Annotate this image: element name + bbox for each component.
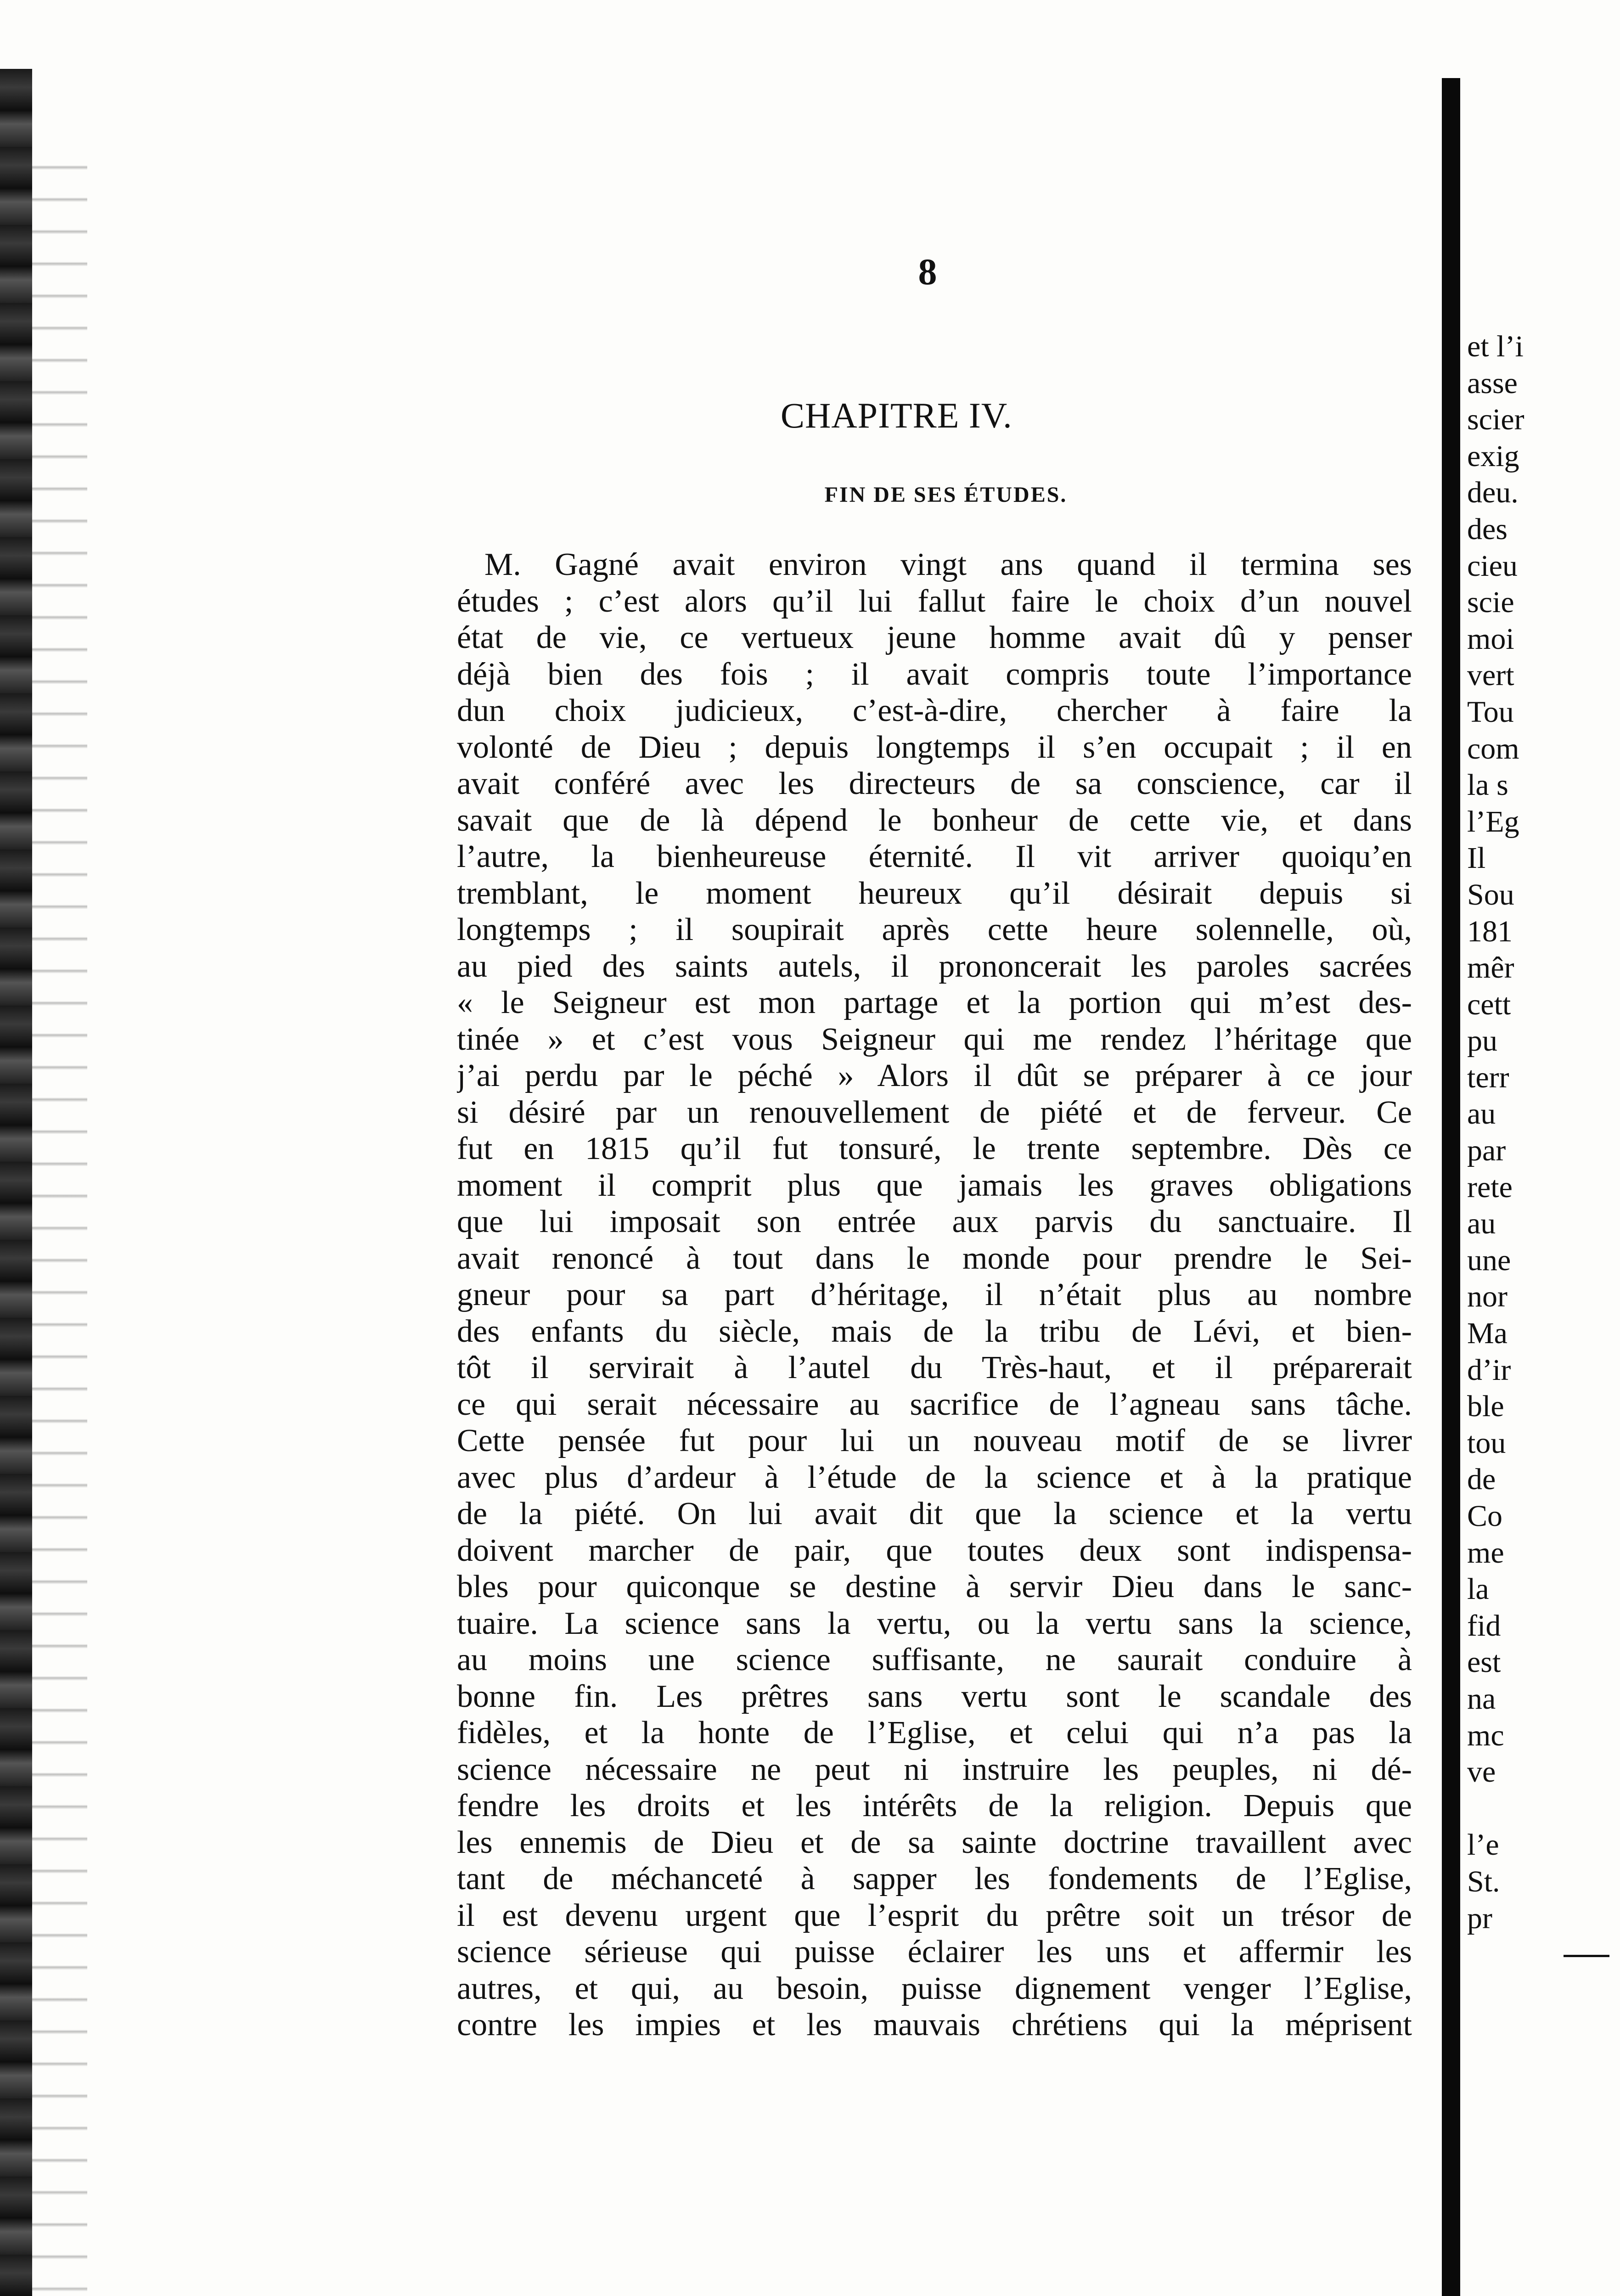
fragment-rule (1467, 1936, 1620, 1973)
chapter-title: CHAPITRE IV. (781, 395, 1012, 435)
fragment-line: deu. (1467, 476, 1519, 510)
body-line: autres, et qui, au besoin, puisse dignement venger l’Eglise, (457, 1970, 1412, 2006)
body-line: dun choix judicieux, c’est-à-dire, chercher à faire la (457, 693, 1412, 728)
body-line: tremblant, le moment heureux qu’il désirait depuis si (457, 875, 1412, 911)
body-line: ce qui serait nécessaire au sacrifice de l’agneau sans tâche. (457, 1386, 1412, 1422)
fragment-line: cieu (1467, 549, 1518, 583)
body-line: moment il comprit plus que jamais les graves obligations (457, 1167, 1412, 1203)
fragment-line: la s (1467, 768, 1508, 802)
fragment-line: au (1467, 1207, 1496, 1241)
body-line: j’ai perdu par le péché » Alors il dût se préparer à ce jour (457, 1058, 1412, 1093)
fragment-line: pu (1467, 1024, 1497, 1058)
body-line: de la piété. On lui avait dit que la science et la vertu (457, 1496, 1412, 1531)
body-line: au moins une science suffisante, ne saurait conduire à (457, 1642, 1412, 1677)
fragment-line: est (1467, 1645, 1501, 1679)
fragment-line: moi (1467, 622, 1514, 656)
fragment-line: ble (1467, 1390, 1504, 1424)
fragment-line: au (1467, 1097, 1496, 1131)
body-line: longtemps ; il soupirait après cette heure solennelle, où, (457, 912, 1412, 947)
fragment-line: des (1467, 512, 1508, 546)
body-line: contre les impies et les mauvais chrétiens qui la méprisent (457, 2007, 1412, 2043)
body-line: M. Gagné avait environ vingt ans quand il termina ses (484, 547, 1412, 582)
scan-gutter-shadow (1442, 78, 1460, 2296)
fragment-line: ve (1467, 1755, 1496, 1789)
body-line: que lui imposait son entrée aux parvis du sanctuaire. Il (457, 1204, 1412, 1239)
body-line: savait que de là dépend le bonheur de cette vie, et dans (457, 802, 1412, 838)
fragment-line: asse (1467, 366, 1518, 400)
fragment-line: la (1467, 1572, 1489, 1606)
fragment-line: de (1467, 1463, 1496, 1497)
body-line: des enfants du siècle, mais de la tribu de Lévi, et bien- (457, 1313, 1412, 1349)
body-line: fut en 1815 qu’il fut tonsuré, le trente septembre. Dès ce (457, 1131, 1412, 1166)
fragment-line: d’ir (1467, 1353, 1511, 1387)
fragment-line: me (1467, 1536, 1504, 1570)
body-line: « le Seigneur est mon partage et la portion qui m’est des- (457, 985, 1412, 1020)
body-line: au pied des saints autels, il prononcerait les paroles sacrées (457, 948, 1412, 984)
fragment-line: Ma (1467, 1317, 1508, 1351)
fragment-line: scier (1467, 403, 1524, 437)
fragment-line: com (1467, 732, 1519, 765)
fragment-line: 181 (1467, 914, 1513, 948)
body-line: déjà bien des fois ; il avait compris toute l’importance (457, 656, 1412, 692)
scan-left-speckle (32, 138, 87, 2296)
body-line: état de vie, ce vertueux jeune homme avait dû y penser (457, 620, 1412, 655)
body-line: gneur pour sa part d’héritage, il n’était plus au nombre (457, 1277, 1412, 1312)
scan-left-edge-shadow (0, 69, 32, 2296)
chapter-subtitle: FIN DE SES ÉTUDES. (824, 483, 1068, 507)
body-line: tôt il servirait à l’autel du Très-haut, et il préparerait (457, 1350, 1412, 1385)
body-line: fendre les droits et les intérêts de la religion. Depuis que (457, 1788, 1412, 1823)
body-line: science nécessaire ne peut ni instruire les peuples, ni dé- (457, 1751, 1412, 1787)
fragment-line: cett (1467, 987, 1511, 1021)
body-line: doivent marcher de pair, que toutes deux sont indispensa- (457, 1532, 1412, 1568)
body-line: avec plus d’ardeur à l’étude de la science et à la pratique (457, 1459, 1412, 1495)
body-line: bles pour quiconque se destine à servir Dieu dans le sanc- (457, 1569, 1412, 1604)
fragment-line: et l’i (1467, 330, 1524, 363)
fragment-line: une (1467, 1243, 1511, 1277)
fragment-line: l’Eg (1467, 805, 1519, 838)
fragment-line: Tou (1467, 695, 1514, 729)
body-line: les ennemis de Dieu et de sa sainte doctrine travaillent avec (457, 1824, 1412, 1860)
fragment-line: tou (1467, 1426, 1506, 1460)
next-page-fragment (1467, 328, 1620, 1973)
fragment-line: na (1467, 1682, 1496, 1716)
fragment-line: mêr (1467, 951, 1514, 985)
body-line: si désiré par un renouvellement de piété et de ferveur. Ce (457, 1094, 1412, 1130)
body-line: tuaire. La science sans la vertu, ou la vertu sans la science, (457, 1605, 1412, 1641)
fragment-line: fid (1467, 1609, 1501, 1643)
fragment-line: vert (1467, 658, 1514, 692)
body-line: bonne fin. Les prêtres sans vertu sont le scandale des (457, 1678, 1412, 1714)
fragment-line: Il (1467, 841, 1486, 875)
body-line: avait conféré avec les directeurs de sa conscience, car il (457, 766, 1412, 801)
body-line: tinée » et c’est vous Seigneur qui me rendez l’héritage que (457, 1021, 1412, 1057)
fragment-line: mc (1467, 1718, 1504, 1752)
page-number: 8 (918, 251, 937, 293)
body-line: il est devenu urgent que l’esprit du prêtre soit un trésor de (457, 1897, 1412, 1933)
fragment-line: Co (1467, 1499, 1503, 1533)
body-line: fidèles, et la honte de l’Eglise, et celui qui n’a pas la (457, 1715, 1412, 1750)
body-line: avait renoncé à tout dans le monde pour prendre le Sei- (457, 1240, 1412, 1276)
body-line: volonté de Dieu ; depuis longtemps il s’en occupait ; il en (457, 729, 1412, 765)
body-line: l’autre, la bienheureuse éternité. Il vit arriver quoiqu’en (457, 839, 1412, 874)
fragment-line: St. (1467, 1864, 1500, 1898)
body-line: études ; c’est alors qu’il lui fallut faire le choix d’un nouvel (457, 583, 1412, 619)
fragment-line: Sou (1467, 878, 1514, 912)
fragment-line: pr (1467, 1901, 1492, 1935)
body-line: science sérieuse qui puisse éclairer les uns et affermir les (457, 1934, 1412, 1970)
fragment-line: exig (1467, 439, 1519, 473)
fragment-line: l’e (1467, 1828, 1499, 1862)
fragment-line: nor (1467, 1280, 1508, 1314)
body-text (457, 546, 1412, 2043)
fragment-line: terr (1467, 1060, 1509, 1094)
fragment-line: rete (1467, 1170, 1513, 1204)
fragment-line: scie (1467, 585, 1514, 619)
fragment-line: par (1467, 1134, 1506, 1168)
body-line: tant de méchanceté à sapper les fondements de l’Eglise, (457, 1861, 1412, 1896)
body-line: Cette pensée fut pour lui un nouveau motif de se livrer (457, 1423, 1412, 1458)
fragment-line (1467, 1790, 1620, 1827)
